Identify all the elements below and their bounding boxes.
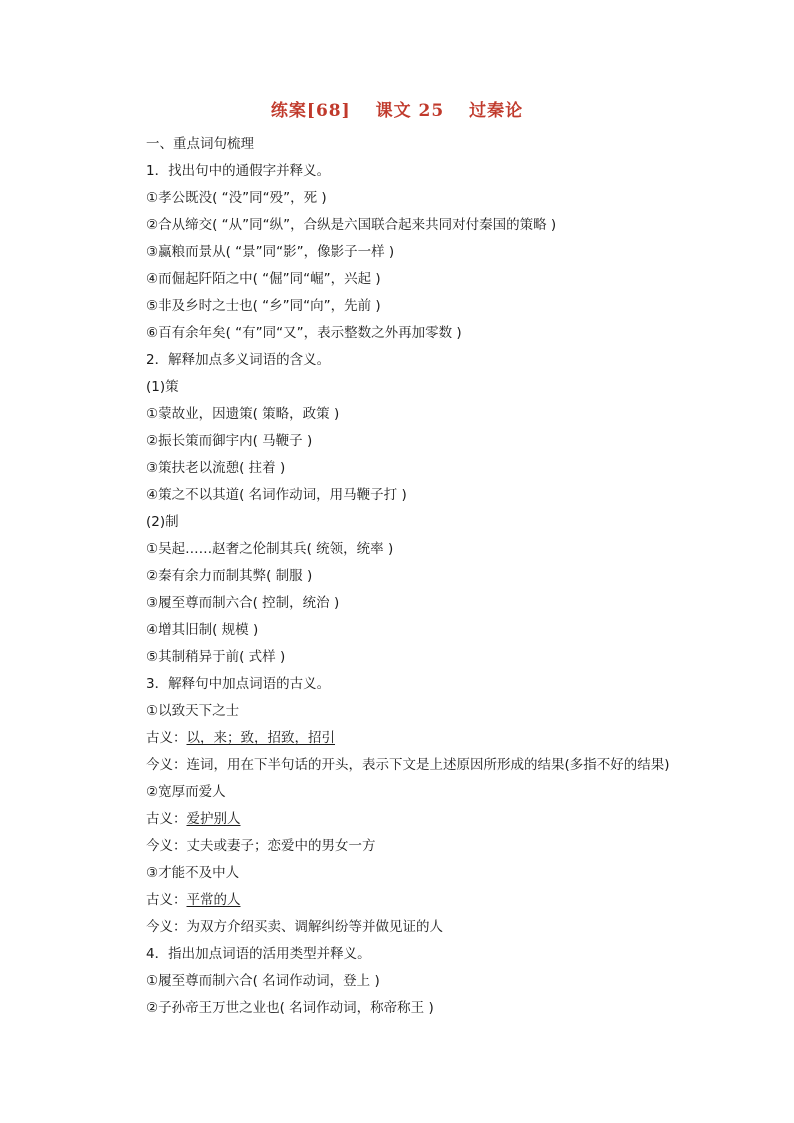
- text-line: ②振长策而御宇内( 马鞭子 ): [146, 433, 313, 449]
- text-line: ⑤其制稍异于前( 式样 ): [146, 649, 286, 665]
- text-line: 今义：为双方介绍买卖、调解纠纷等并做见证的人: [146, 919, 443, 935]
- text-line: ①孝公既没( “没”同“殁”，死 ): [146, 190, 327, 206]
- page-title: [0, 96, 794, 121]
- text-line: ④策之不以其道( 名词作动词，用马鞭子打 ): [146, 487, 407, 503]
- gloss-answer: 以，来；致，招致，招引: [186, 730, 335, 746]
- text-line: (2)制: [146, 514, 179, 530]
- text-line: ②合从缔交( “从”同“纵”，合纵是六国联合起来共同对付秦国的策略 ): [146, 217, 557, 233]
- text-line: 一、重点词句梳理: [146, 136, 254, 152]
- text-line: ②秦有余力而制其弊( 制服 ): [146, 568, 313, 584]
- text-line: ⑥百有余年矣( “有”同“又”，表示整数之外再加零数 ): [146, 325, 462, 341]
- text-line: ④而倔起阡陌之中( “倔”同“崛”，兴起 ): [146, 271, 381, 287]
- text-line: [146, 725, 706, 752]
- text-line: 2．解释加点多义词语的含义。: [146, 352, 331, 368]
- text-line: ④增其旧制( 规模 ): [146, 622, 259, 638]
- title-lesson-name: 过秦论: [469, 101, 524, 121]
- text-line: ①履至尊而制六合( 名词作动词，登上 ): [146, 973, 380, 989]
- text-line: ⑤非及乡时之士也( “乡”同“向”，先前 ): [146, 298, 381, 314]
- text-line: [146, 887, 706, 914]
- text-line: 今义：连词，用在下半句话的开头，表示下文是上述原因所形成的结果(多指不好的结果): [146, 757, 670, 773]
- text-line: 1．找出句中的通假字并释义。: [146, 163, 331, 179]
- text-line: ③策扶老以流憩( 拄着 ): [146, 460, 286, 476]
- title-lesson-number: 课文 25: [375, 101, 445, 121]
- gloss-label: 古义：: [146, 892, 187, 908]
- text-line: ③才能不及中人: [146, 865, 240, 881]
- text-line: ①吴起……赵奢之伦制其兵( 统领，统率 ): [146, 541, 394, 557]
- text-line: 3．解释句中加点词语的古义。: [146, 676, 331, 692]
- text-line: ①以致天下之士: [146, 703, 240, 719]
- document-body: [146, 131, 706, 1022]
- text-line: [146, 806, 706, 833]
- text-line: 4．指出加点词语的活用类型并释义。: [146, 946, 371, 962]
- title-exercise-number: 练案[68]: [270, 101, 351, 121]
- text-line: ②子孙帝王万世之业也( 名词作动词，称帝称王 ): [146, 1000, 434, 1016]
- gloss-answer: 爱护别人: [186, 811, 241, 827]
- gloss-answer: 平常的人: [186, 892, 241, 908]
- text-line: ③赢粮而景从( “景”同“影”，像影子一样 ): [146, 244, 395, 260]
- text-line: ③履至尊而制六合( 控制，统治 ): [146, 595, 340, 611]
- gloss-label: 古义：: [146, 730, 187, 746]
- text-line: (1)策: [146, 379, 179, 395]
- gloss-label: 古义：: [146, 811, 187, 827]
- text-line: ②宽厚而爱人: [146, 784, 226, 800]
- text-line: 今义：丈夫或妻子；恋爱中的男女一方: [146, 838, 376, 854]
- text-line: ①蒙故业，因遗策( 策略，政策 ): [146, 406, 340, 422]
